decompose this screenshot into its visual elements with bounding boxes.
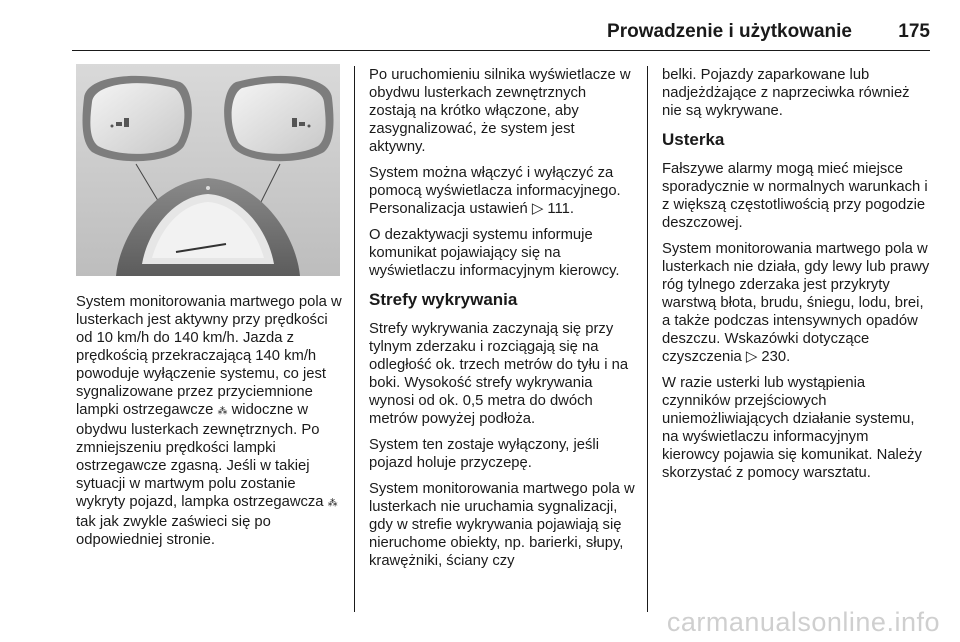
- blind-spot-warning-icon: ⁂: [327, 498, 338, 509]
- paragraph: [76, 293, 342, 549]
- paragraph: W razie usterki lub wystąpienia czynników przejściowych uniemożliwiających działanie systemu, na wyświetlaczu informacyjnym kierowcy pojawia się komunikat. Należy skorzystać z pomocy warsztatu.: [662, 375, 922, 481]
- page-reference[interactable]: 111.: [547, 201, 574, 217]
- column-divider: [647, 66, 648, 612]
- mirror-illustration-svg: [76, 64, 340, 276]
- text: widoczne w obydwu lusterkach zewnętrznych. Po zmniejszeniu prędkości lampki ostrzegawcze zgasną. Jeśli w takiej sytuacji w martwym polu zostanie wykryty pojazd, lampka ostrzegawcza: [76, 402, 324, 510]
- paragraph: System monitorowania martwego pola w lusterkach nie uruchamia sygnalizacji, gdy w strefie wykrywania pojawiają się nieruchome obiekty, np. barierki, słupy, krawężniki, ściany czy: [369, 481, 635, 569]
- paragraph: [662, 240, 930, 366]
- header-rule: [72, 50, 930, 51]
- blind-spot-warning-icon: ⁂: [217, 406, 228, 417]
- paragraph: Strefy wykrywania zaczynają się przy tylnym zderzaku i rozciągają się na odległość ok. trzech metrów do tyłu i na boki. Wysokość strefy wykrywania wynosi od ok. 0,5 metra do dwóch metrów powyżej podłoża.: [369, 321, 629, 427]
- paragraph: Po uruchomieniu silnika wyświetlacze w obydwu lusterkach zewnętrznych zostają na krótko włączone, aby zasygnalizować, że system jest aktywny.: [369, 67, 631, 155]
- page-reference[interactable]: 230.: [761, 349, 791, 365]
- reference-arrow-icon: ▷: [531, 201, 544, 217]
- paragraph: belki. Pojazdy zaparkowane lub nadjeżdżające z naprzeciwka również nie są wykrywane.: [662, 67, 910, 119]
- column-divider: [354, 66, 355, 612]
- paragraph: O dezaktywacji systemu informuje komunikat pojawiający się na wyświetlaczu informacyjnym kierowcy.: [369, 227, 620, 279]
- right-mirror: [224, 76, 333, 161]
- paragraph: [369, 164, 635, 218]
- column-3: [662, 66, 930, 490]
- text: System można włączyć i wyłączyć za pomocą wyświetlacza informacyjnego. Personalizacja ustawień: [369, 165, 621, 217]
- column-2: [369, 66, 635, 578]
- paragraph: Fałszywe alarmy mogą mieć miejsce sporadycznie w normalnych warunkach i z większą częstotliwością przy pogodzie deszczowej.: [662, 161, 928, 231]
- text: System monitorowania martwego pola w lusterkach nie działa, gdy lewy lub prawy róg tylnego zderzaka jest przykryty warstwą błota, brudu, śniegu, lodu, brei, a także podczas intensywnych opadów deszczu. Wskazówki dotyczące czyszczenia: [662, 241, 930, 365]
- text: System monitorowania martwego pola w lusterkach jest aktywny przy prędkości od 10 km/h do 140 km/h. Jazda z prędkością przekraczającą 140 km/h powoduje wyłączenie systemu, co jest sygnalizowane przez przyciemnione lampki ostrzegawcze: [76, 294, 342, 418]
- text: tak jak zwykle zaświeci się po odpowiedniej stronie.: [76, 514, 271, 548]
- left-mirror: [82, 76, 191, 161]
- section-heading: Usterka: [662, 130, 725, 149]
- header-title: Prowadzenie i użytkowanie: [607, 21, 852, 42]
- column-1: [76, 293, 342, 557]
- reference-arrow-icon: ▷: [745, 349, 758, 365]
- paragraph: System ten zostaje wyłączony, jeśli pojazd holuje przyczepę.: [369, 437, 599, 471]
- page-number: 175: [898, 21, 930, 42]
- section-heading: Strefy wykrywania: [369, 290, 518, 309]
- mirror-illustration: [76, 64, 340, 276]
- watermark: carmanualsonline.info: [666, 607, 940, 637]
